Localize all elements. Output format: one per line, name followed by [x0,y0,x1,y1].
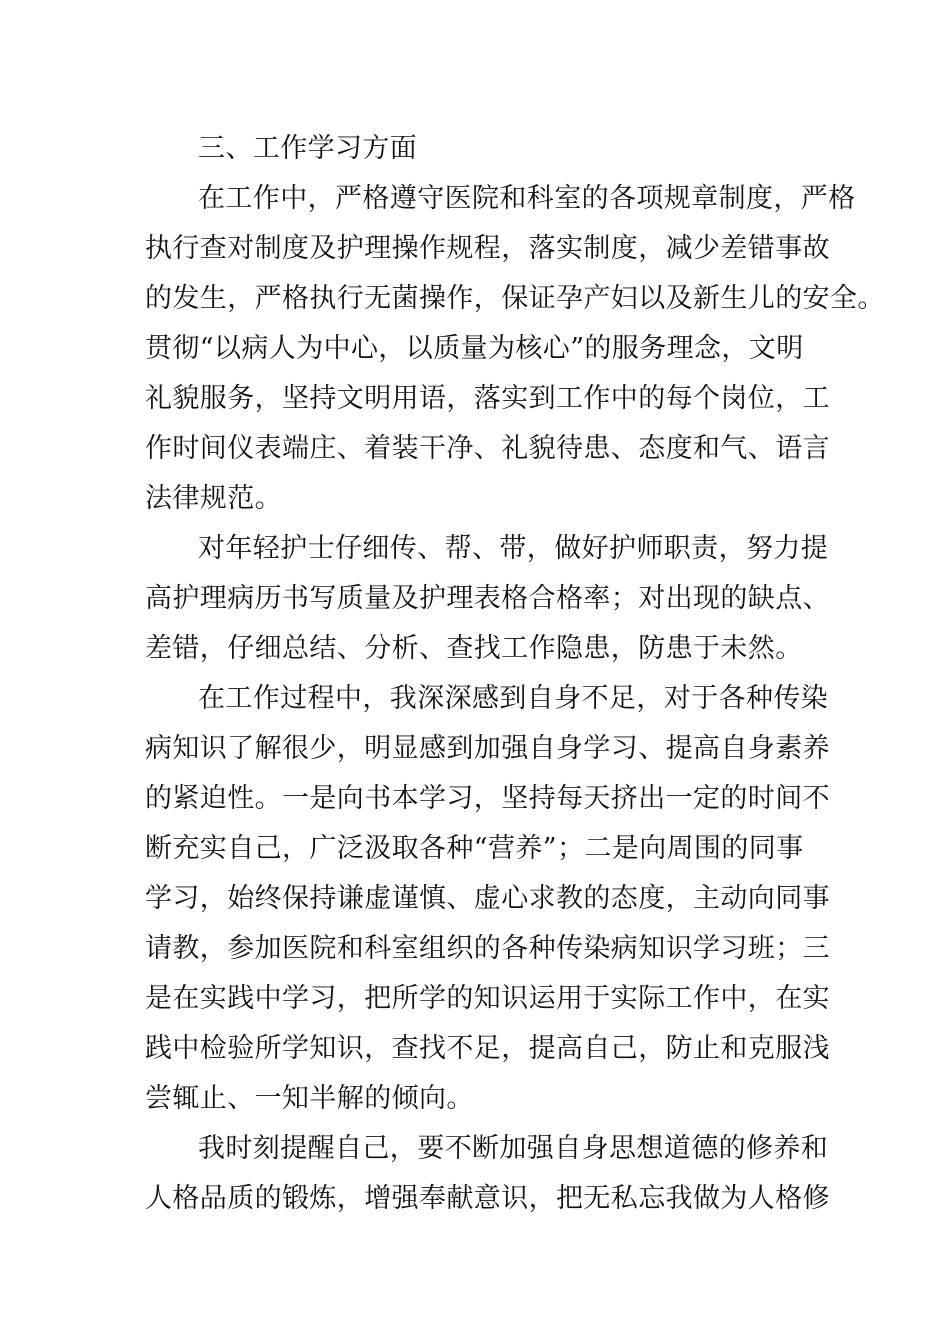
paragraph-line: 执行查对制度及护理操作规程，落实制度，减少差错事故 [145,233,830,264]
paragraph-line: 贯彻“以病人为中心，以质量为核心”的服务理念，文明 [145,333,804,364]
paragraph-line: 断充实自己，广泛汲取各种“营养”；二是向周围的同事 [145,833,804,864]
paragraph-line: 在工作中，严格遵守医院和科室的各项规章制度，严格 [198,183,856,214]
paragraph-line: 差错，仔细总结、分析、查找工作隐患，防患于未然。 [145,633,803,664]
paragraph-line: 尝辄止、一知半解的倾向。 [145,1083,474,1114]
paragraph-line: 的紧迫性。一是向书本学习，坚持每天挤出一定的时间不 [145,783,830,814]
paragraph-line: 我时刻提醒自己，要不断加强自身思想道德的修养和 [198,1133,829,1164]
paragraph-line: 的发生，严格执行无菌操作，保证孕产妇以及新生儿的安全。 [145,283,885,314]
paragraph-line: 践中检验所学知识，查找不足，提高自己，防止和克服浅 [145,1033,830,1064]
paragraph-line: 学习，始终保持谦虚谨慎、虚心求教的态度，主动向同事 [145,883,830,914]
paragraph-line: 对年轻护士仔细传、帮、带，做好护师职责，努力提 [198,533,829,564]
paragraph-line: 法律规范。 [145,483,282,514]
paragraph-line: 是在实践中学习，把所学的知识运用于实际工作中，在实 [145,983,830,1014]
paragraph-line: 病知识了解很少，明显感到加强自身学习、提高自身素养 [145,733,830,764]
paragraph-line: 礼貌服务，坚持文明用语，落实到工作中的每个岗位，工 [145,383,830,414]
paragraph-line: 请教，参加医院和科室组织的各种传染病知识学习班；三 [145,933,830,964]
paragraph-line: 高护理病历书写质量及护理表格合格率；对出现的缺点、 [145,583,830,614]
paragraph-line: 在工作过程中，我深深感到自身不足，对于各种传染 [198,683,829,714]
paragraph-line: 人格品质的锻炼，增强奉献意识，把无私忘我做为人格修 [145,1183,830,1214]
paragraph-line: 作时间仪表端庄、着装干净、礼貌待患、态度和气、语言 [145,433,830,464]
section-heading: 三、工作学习方面 [198,133,418,164]
